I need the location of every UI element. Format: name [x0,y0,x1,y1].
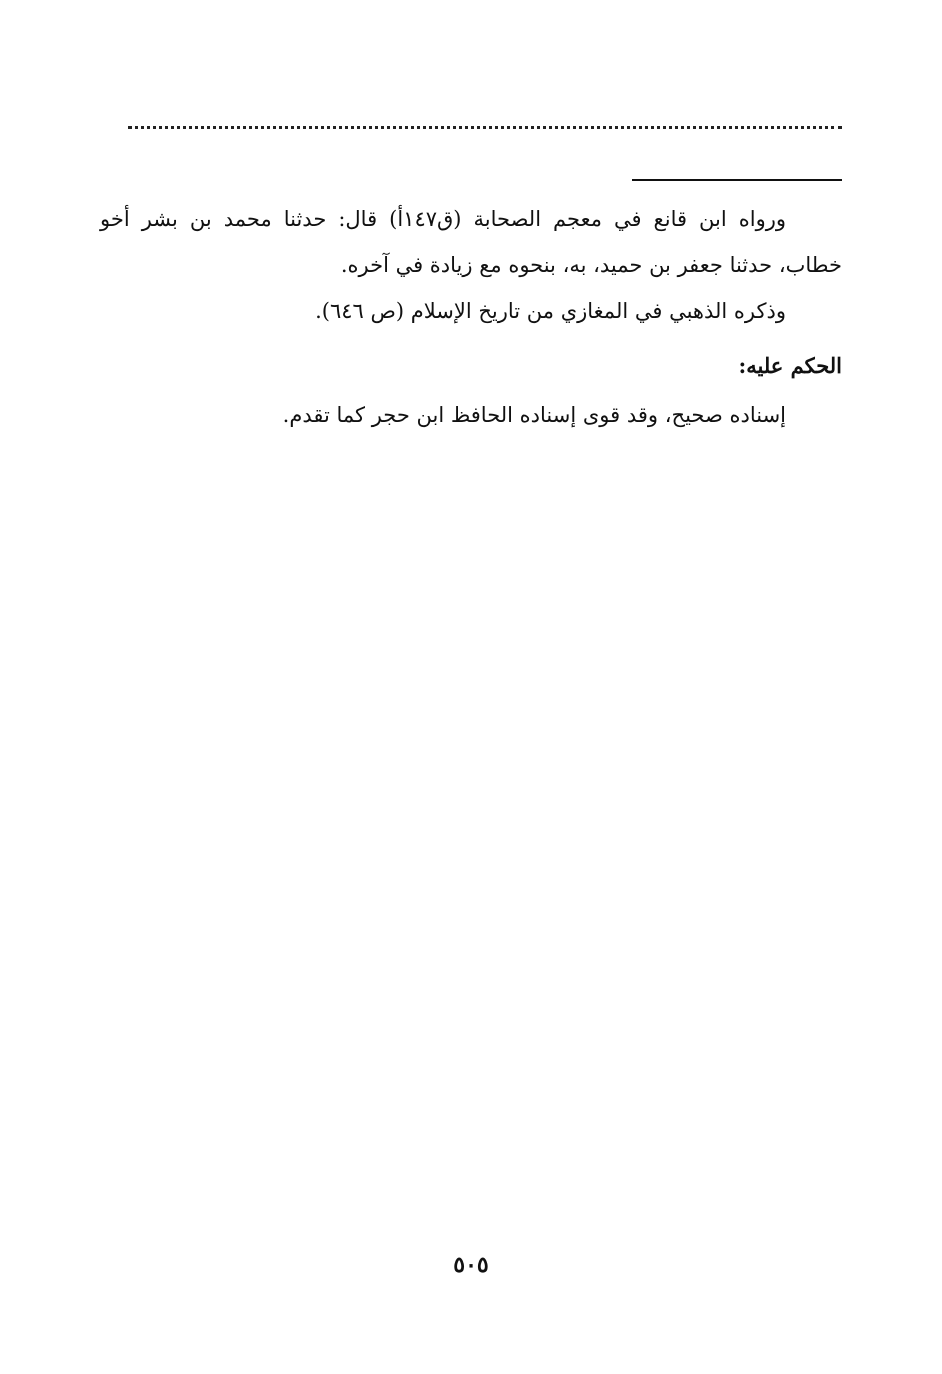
paragraph-ruling: إسناده صحيح، وقد قوى إسناده الحافظ ابن حجر كما تقدم. [282,403,786,427]
top-dotted-separator [128,126,842,129]
paragraph-dhahabi-reference: وذكره الذهبي في المغازي من تاريخ الإسلام (ص ٦٤٦). [315,299,786,323]
footnote-separator-line [632,179,842,181]
paragraph-ibn-qani-narration: ورواه ابن قانع في معجم الصحابة (ق١٤٧أ) قال: حدثنا محمد بن بشر أخو خطاب، حدثنا جعفر بن حميد، به، بنحوه مع زيادة في آخره. [100,207,842,277]
section-heading-ruling: الحكم عليه: [738,353,842,378]
page-number: ٥٠٥ [453,1252,489,1278]
